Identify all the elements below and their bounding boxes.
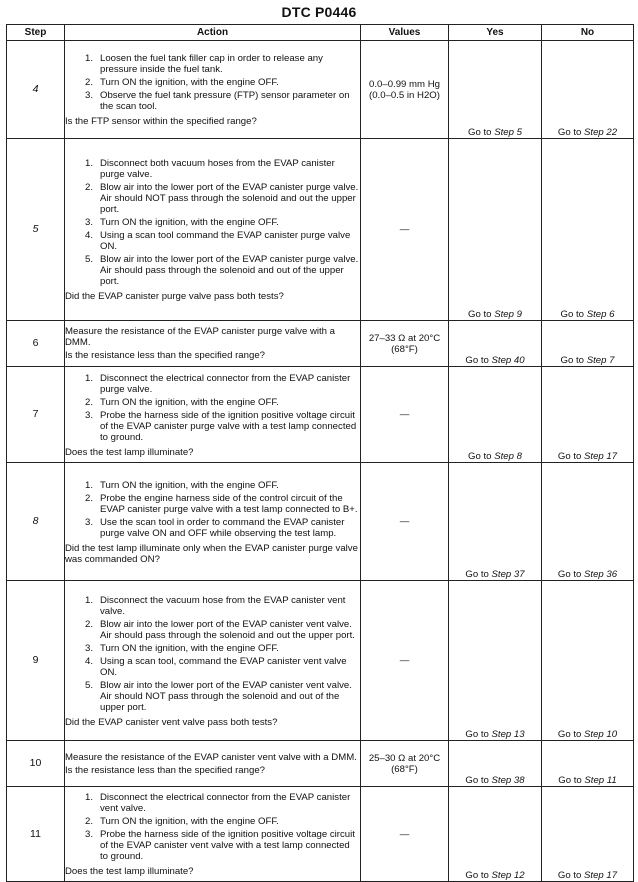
- action-step-item: 3. Observe the fuel tank pressure (FTP) sensor parameter on the scan tool.: [85, 90, 350, 112]
- action-instruction: Measure the resistance of the EVAP canister vent valve with a DMM.: [65, 751, 357, 763]
- action-steps-list: [65, 158, 360, 287]
- action-instruction: Measure the resistance of the EVAP canister purge valve with a DMM.: [65, 326, 336, 348]
- step-number: 11: [7, 787, 65, 882]
- action-question: Does the test lamp illuminate?: [65, 446, 194, 458]
- action-step-item: 1. Disconnect the electrical connector from the EVAP canister vent valve.: [85, 792, 351, 814]
- no-target-step: Step 17: [584, 451, 618, 462]
- yes-goto: Go to Step 13: [449, 581, 542, 741]
- table-body: [7, 41, 634, 882]
- table-header-row: [7, 25, 634, 41]
- header-step: Step: [7, 25, 65, 41]
- action-step-item: 2. Probe the engine harness side of the control circuit of the EVAP canister purge valve with a test lamp connected to B+.: [85, 492, 358, 515]
- action-cell: [65, 581, 361, 741]
- yes-goto: Go to Step 12: [449, 787, 542, 882]
- specified-value: 25–30 Ω at 20°C (68°F): [361, 741, 449, 787]
- specified-value: —: [361, 139, 449, 321]
- action-question: Did the test lamp illuminate only when the EVAP canister purge valve was commanded ON?: [65, 542, 358, 565]
- diagnostic-table: [6, 24, 634, 882]
- no-goto: Go to Step 17: [542, 787, 634, 882]
- no-target-step: Step 10: [584, 729, 618, 740]
- step-number: 5: [7, 139, 65, 321]
- yes-goto: Go to Step 5: [449, 41, 542, 139]
- action-step-item: 3. Probe the harness side of the ignition positive voltage circuit of the EVAP canister purge valve with a test lamp connected to ground.: [85, 409, 357, 443]
- action-steps-list: [65, 53, 360, 112]
- header-yes: Yes: [449, 25, 542, 41]
- specified-value: —: [361, 581, 449, 741]
- action-cell: [65, 741, 361, 787]
- action-cell: [65, 787, 361, 882]
- table-row: [7, 787, 634, 882]
- step-number: 4: [7, 41, 65, 139]
- action-step-item: 1. Loosen the fuel tank filler cap in order to release any pressure inside the fuel tank.: [85, 53, 323, 75]
- no-target-step: Step 6: [586, 309, 615, 320]
- action-steps-list: [65, 373, 360, 443]
- yes-goto: Go to Step 40: [449, 321, 542, 367]
- action-step-item: 2. Turn ON the ignition, with the engine OFF.: [85, 77, 279, 88]
- action-step-item: 5. Blow air into the lower port of the EVAP canister vent valve. Air should NOT pass through the solenoid and out of the upper port.: [85, 679, 352, 713]
- yes-target-step: Step 8: [494, 451, 522, 462]
- action-step-item: 3. Turn ON the ignition, with the engine OFF.: [85, 217, 279, 228]
- no-goto: Go to Step 11: [542, 741, 634, 787]
- specified-value: 27–33 Ω at 20°C (68°F): [361, 321, 449, 367]
- action-question: Is the FTP sensor within the specified range?: [65, 116, 257, 127]
- action-step-item: 1. Disconnect the electrical connector from the EVAP canister purge valve.: [85, 372, 351, 395]
- yes-target-step: Step 12: [491, 870, 525, 881]
- action-step-item: 3. Turn ON the ignition, with the engine OFF.: [85, 642, 279, 654]
- no-target-step: Step 17: [584, 870, 618, 881]
- action-steps-list: [65, 595, 360, 713]
- action-step-item: 3. Probe the harness side of the ignition positive voltage circuit of the EVAP canister vent valve with a test lamp connected to ground.: [85, 829, 355, 862]
- table-row: [7, 41, 634, 139]
- yes-target-step: Step 38: [491, 775, 525, 786]
- no-target-step: Step 7: [586, 355, 615, 366]
- specified-value: —: [361, 787, 449, 882]
- action-step-item: 5. Blow air into the lower port of the EVAP canister purge valve. Air should pass through the solenoid and out of the upper port.: [85, 254, 359, 287]
- page-title: DTC P0446: [281, 4, 357, 20]
- yes-target-step: Step 13: [491, 729, 525, 740]
- step-number: 8: [7, 463, 65, 581]
- yes-goto: Go to Step 38: [449, 741, 542, 787]
- action-question: Did the EVAP canister purge valve pass both tests?: [65, 291, 284, 302]
- no-goto: Go to Step 6: [542, 139, 634, 321]
- no-goto: Go to Step 22: [542, 41, 634, 139]
- action-question: Is the resistance less than the specified range?: [65, 350, 265, 361]
- specified-value: —: [361, 367, 449, 463]
- action-steps-list: [65, 480, 360, 539]
- action-cell: [65, 139, 361, 321]
- action-step-item: 1. Disconnect both vacuum hoses from the EVAP canister purge valve.: [85, 158, 335, 180]
- action-cell: [65, 321, 361, 367]
- step-number: 9: [7, 581, 65, 741]
- action-question: Did the EVAP canister vent valve pass both tests?: [65, 716, 278, 728]
- no-target-step: Step 11: [584, 775, 617, 786]
- action-step-item: 2. Blow air into the lower port of the EVAP canister vent valve. Air should pass through the solenoid and out the upper port.: [85, 618, 355, 641]
- yes-target-step: Step 37: [491, 569, 525, 580]
- action-steps-list: [65, 792, 360, 862]
- specified-value: —: [361, 463, 449, 581]
- header-no: No: [542, 25, 634, 41]
- action-cell: [65, 41, 361, 139]
- table-row: [7, 139, 634, 321]
- header-action: Action: [65, 25, 361, 41]
- action-cell: [65, 367, 361, 463]
- yes-goto: Go to Step 9: [449, 139, 542, 321]
- action-step-item: 1. Turn ON the ignition, with the engine OFF.: [85, 479, 279, 491]
- no-goto: Go to Step 10: [542, 581, 634, 741]
- header-values: Values: [361, 25, 449, 41]
- no-target-step: Step 22: [584, 127, 618, 138]
- action-step-item: 2. Turn ON the ignition, with the engine OFF.: [85, 816, 279, 827]
- yes-goto: Go to Step 37: [449, 463, 542, 581]
- action-step-item: 3. Use the scan tool in order to command the EVAP canister purge valve ON and OFF while observing the test lamp.: [85, 516, 345, 539]
- table-row: [7, 367, 634, 463]
- table-row: [7, 741, 634, 787]
- specified-value: 0.0–0.99 mm Hg (0.0–0.5 in H2O): [361, 41, 449, 139]
- table-row: [7, 321, 634, 367]
- step-number: 7: [7, 367, 65, 463]
- no-goto: Go to Step 36: [542, 463, 634, 581]
- action-step-item: 1. Disconnect the vacuum hose from the EVAP canister vent valve.: [85, 594, 346, 617]
- action-question: Is the resistance less than the specified range?: [65, 764, 265, 776]
- action-question: Does the test lamp illuminate?: [65, 866, 194, 877]
- action-step-item: 4. Using a scan tool, command the EVAP canister vent valve ON.: [85, 655, 347, 678]
- table-row: [7, 463, 634, 581]
- no-goto: Go to Step 17: [542, 367, 634, 463]
- yes-target-step: Step 9: [494, 309, 522, 320]
- step-number: 6: [7, 321, 65, 367]
- action-step-item: 4. Using a scan tool command the EVAP canister purge valve ON.: [85, 230, 351, 252]
- yes-goto: Go to Step 8: [449, 367, 542, 463]
- step-number: 10: [7, 741, 65, 787]
- yes-target-step: Step 5: [494, 127, 522, 138]
- table-row: [7, 581, 634, 741]
- no-target-step: Step 36: [584, 569, 618, 580]
- no-goto: Go to Step 7: [542, 321, 634, 367]
- yes-target-step: Step 40: [491, 355, 525, 366]
- action-cell: [65, 463, 361, 581]
- action-step-item: 2. Turn ON the ignition, with the engine OFF.: [85, 396, 279, 408]
- action-step-item: 2. Blow air into the lower port of the EVAP canister purge valve. Air should NOT pass through the solenoid and out the upper port.: [85, 182, 359, 215]
